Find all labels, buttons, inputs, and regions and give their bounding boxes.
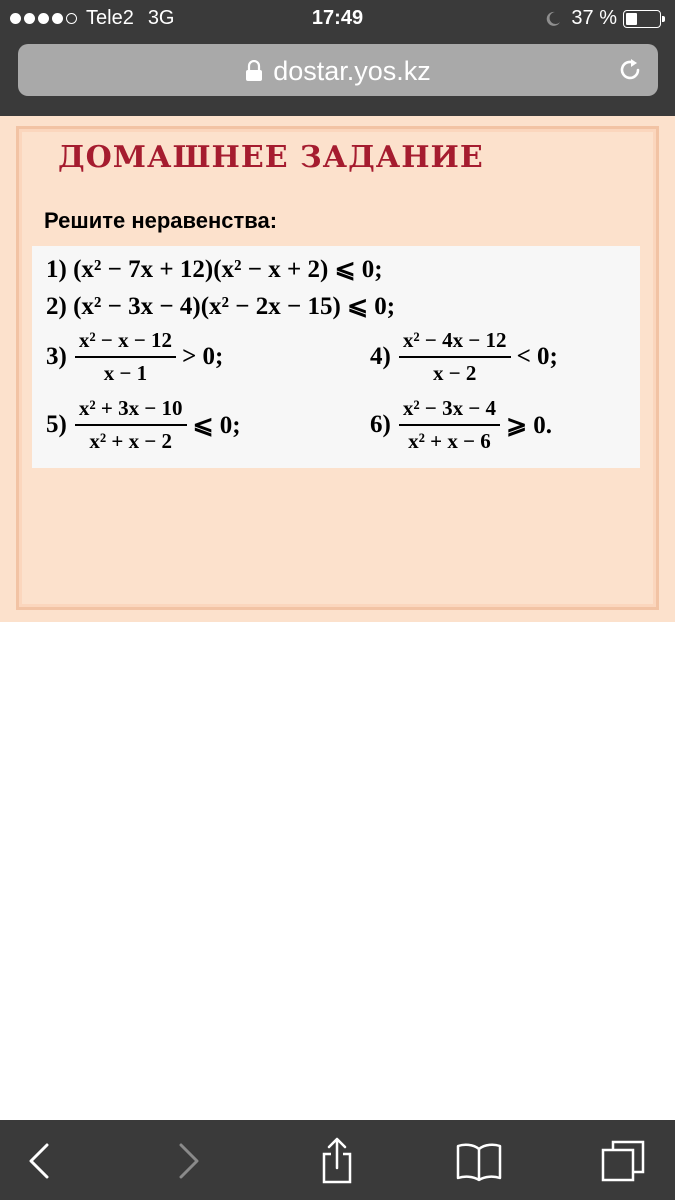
task-3 xyxy=(46,328,223,386)
forward-icon xyxy=(175,1141,203,1181)
fraction-denominator: x² + x − 6 xyxy=(408,429,491,453)
status-bar xyxy=(0,0,675,36)
task-expression: (x² − 3x − 4)(x² − 2x − 15) ⩽ 0; xyxy=(73,293,396,320)
fraction-numerator: x² − x − 12 xyxy=(75,328,176,358)
bookmarks-icon xyxy=(454,1140,504,1182)
tabs-button[interactable] xyxy=(598,1136,648,1186)
fraction xyxy=(399,328,511,386)
task-label: 3) xyxy=(46,343,67,370)
task-label: 5) xyxy=(46,411,67,438)
url-text: dostar.yos.kz xyxy=(273,56,431,86)
fraction-denominator: x − 2 xyxy=(432,361,477,385)
lock-icon xyxy=(245,60,263,82)
share-button[interactable] xyxy=(312,1136,362,1186)
battery-icon xyxy=(623,10,661,28)
task-label: 2) xyxy=(46,293,67,320)
task-list xyxy=(32,246,640,468)
browser-toolbar xyxy=(0,1120,675,1200)
fraction-denominator: x² + x − 2 xyxy=(89,429,173,453)
share-icon xyxy=(317,1136,357,1186)
carrier-name: Tele2 xyxy=(86,7,134,29)
fraction xyxy=(399,396,500,454)
back-button[interactable] xyxy=(14,1136,64,1186)
address-bar[interactable] xyxy=(18,44,658,96)
inequality-relation: < 0; xyxy=(516,343,558,370)
fraction xyxy=(75,396,187,454)
tabs-icon xyxy=(599,1138,647,1184)
task-6 xyxy=(370,396,552,454)
network-type: 3G xyxy=(147,7,175,29)
status-right xyxy=(545,7,661,30)
fraction-numerator: x² + 3x − 10 xyxy=(75,396,187,426)
forward-button[interactable] xyxy=(164,1136,214,1186)
instruction-text: Решите неравенства: xyxy=(44,208,278,233)
inequality-relation: ⩽ 0; xyxy=(192,412,241,439)
fraction xyxy=(75,328,176,386)
fraction-numerator: x² − 3x − 4 xyxy=(399,396,500,426)
task-4 xyxy=(370,328,558,386)
task-2 xyxy=(46,291,395,321)
fraction-numerator: x² − 4x − 12 xyxy=(399,328,511,358)
task-label: 6) xyxy=(370,411,391,438)
task-5 xyxy=(46,396,241,454)
task-label: 4) xyxy=(370,343,391,370)
homework-title: ДОМАШНЕЕ ЗАДАНИЕ xyxy=(58,140,484,175)
bookmarks-button[interactable] xyxy=(454,1136,504,1186)
fraction-denominator: x − 1 xyxy=(103,361,148,385)
inequality-relation: ⩾ 0. xyxy=(506,412,553,439)
address-display[interactable] xyxy=(18,56,658,87)
inequality-relation: > 0; xyxy=(182,343,224,370)
clock: 17:49 xyxy=(311,7,364,29)
homework-image xyxy=(0,116,675,622)
reload-icon[interactable] xyxy=(616,56,644,84)
do-not-disturb-moon-icon xyxy=(545,11,561,27)
task-label: 1) xyxy=(46,256,67,283)
task-expression: (x² − 7x + 12)(x² − x + 2) ⩽ 0; xyxy=(73,256,383,283)
task-1 xyxy=(46,254,383,284)
battery-percentage: 37 % xyxy=(571,7,617,29)
battery-fill xyxy=(626,13,637,25)
back-icon xyxy=(25,1141,53,1181)
browser-address-area xyxy=(0,36,675,116)
